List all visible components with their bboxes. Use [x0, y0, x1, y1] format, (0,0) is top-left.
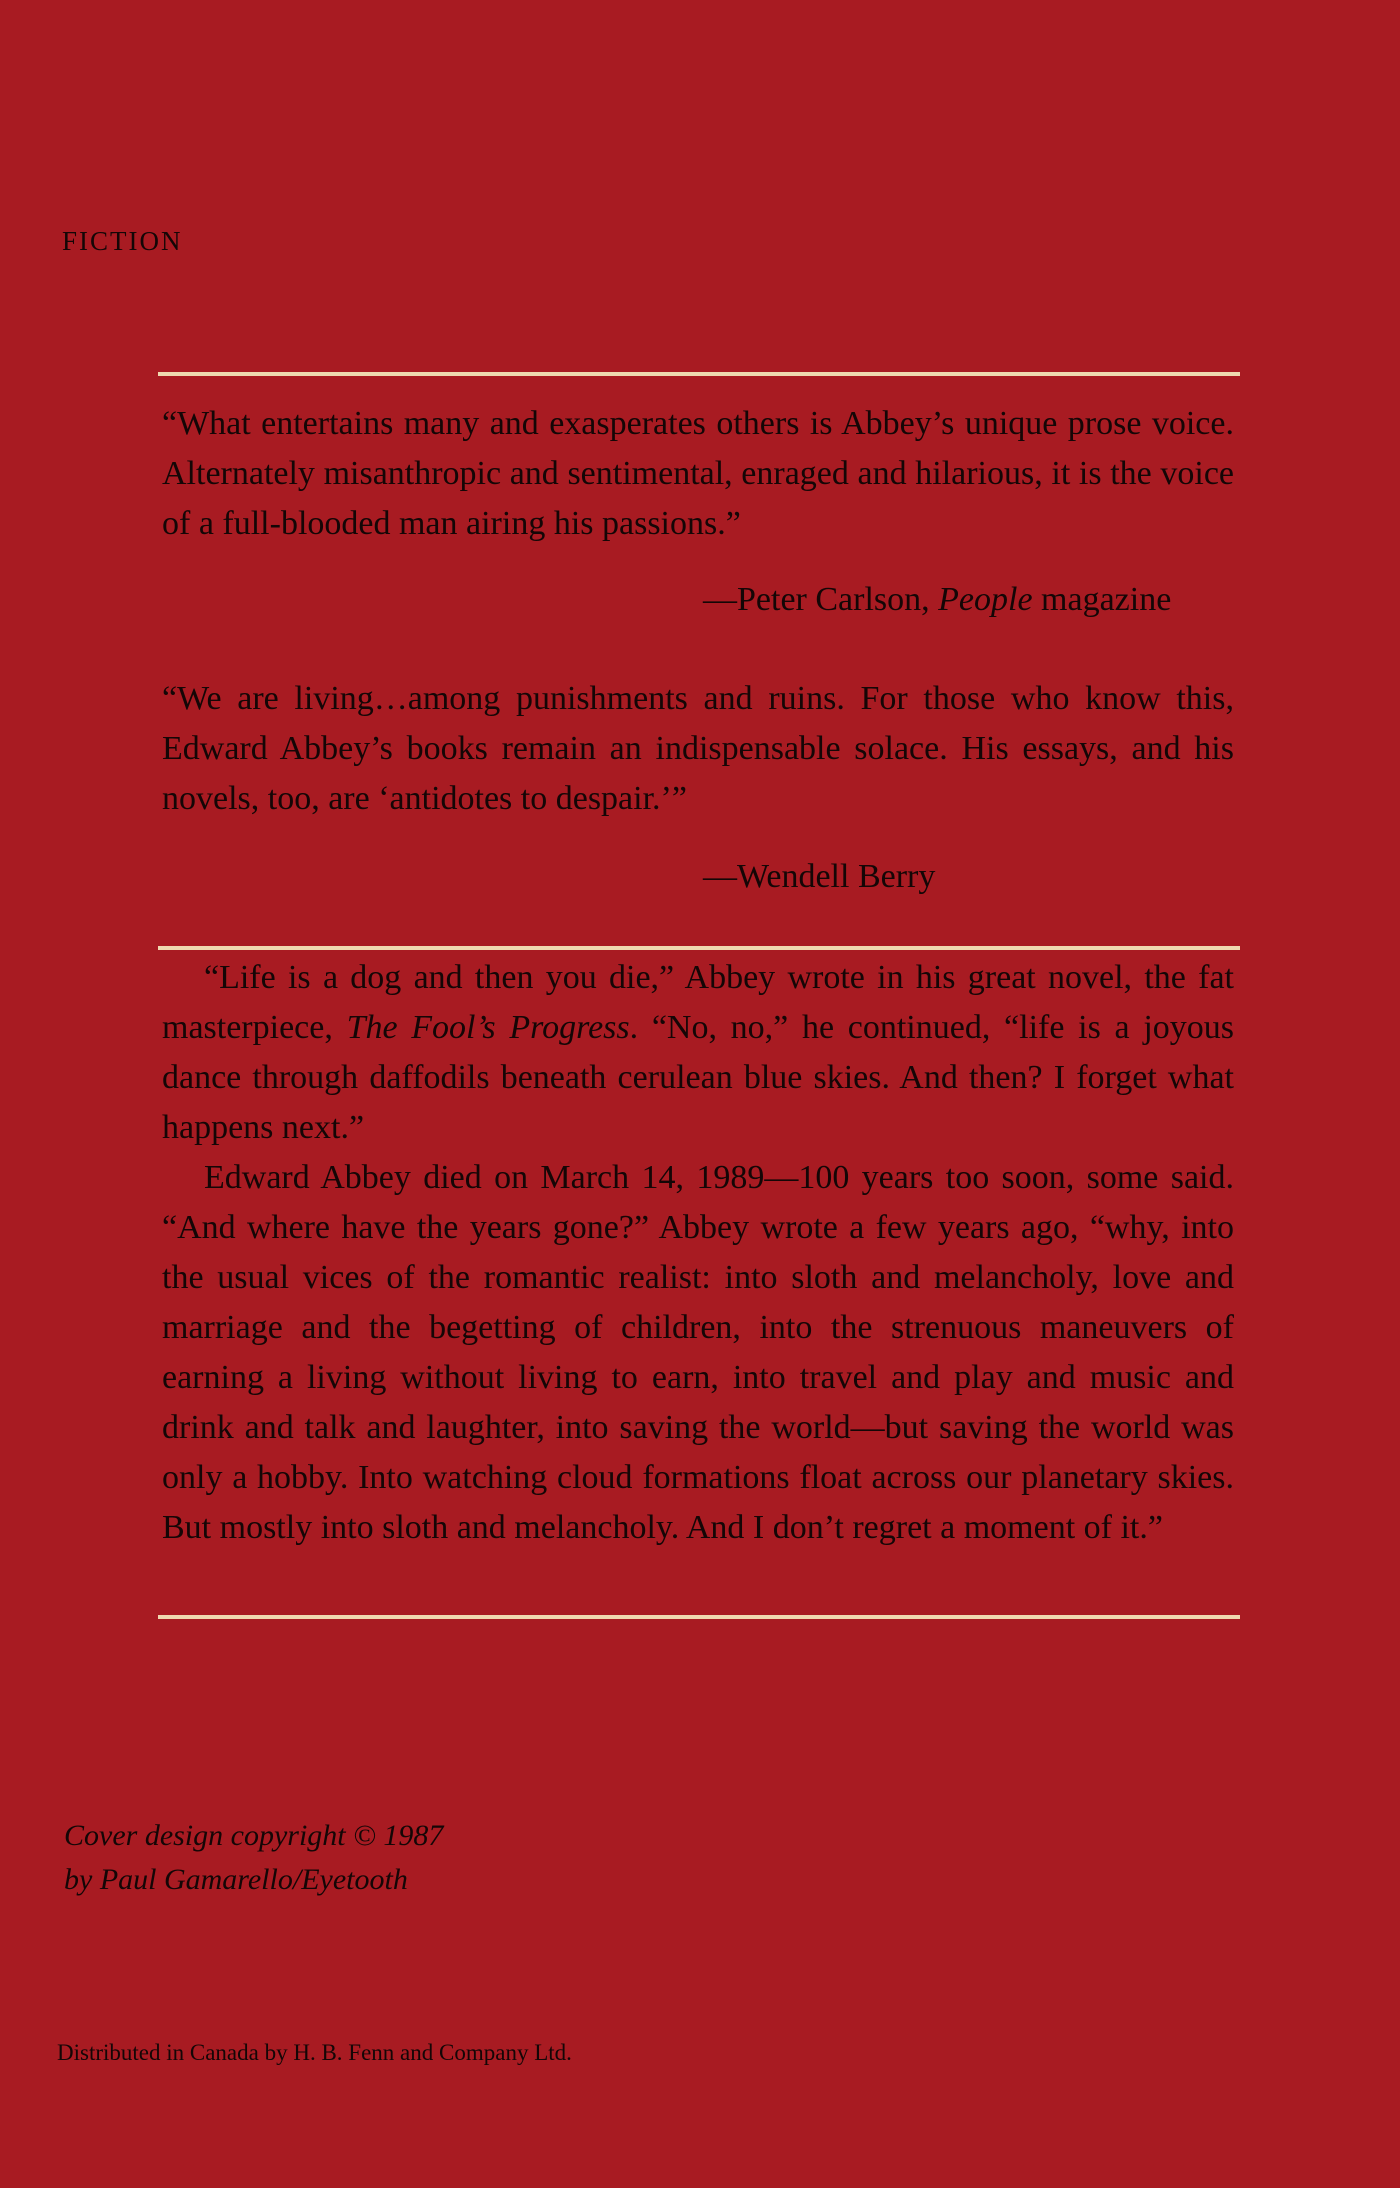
review-attribution-2: —Wendell Berry — [703, 858, 936, 895]
cover-credit-line-2: by Paul Gamarello/Eyetooth — [64, 1863, 408, 1896]
review-attribution-1 — [703, 575, 1171, 625]
middle-divider — [158, 946, 1240, 950]
attribution-1-publication: People — [938, 581, 1033, 618]
description-body — [162, 953, 1234, 1553]
review-quote-1: “What entertains many and exasperates others is Abbey’s unique prose voice. Alternately misanthropic and sentimental, enraged and hilarious, it is the voice of a full-blooded man airing his passions.” — [162, 405, 1234, 542]
paragraph-1-rest: . “No, no,” he continued, “life is a joyous dance through daffodils beneath cerulean blue skies. And then? I forget what happens next.” — [162, 1009, 1234, 1146]
attribution-1-prefix: —Peter Carlson, — [703, 581, 939, 618]
category-label: FICTION — [62, 226, 183, 256]
attribution-1-suffix: magazine — [1032, 581, 1172, 618]
novel-title: The Fool’s Progress — [346, 1009, 630, 1046]
bottom-divider — [158, 1615, 1240, 1619]
cover-credit — [64, 1814, 443, 1902]
distribution-note: Distributed in Canada by H. B. Fenn and Company Ltd. — [57, 2040, 572, 2065]
review-quote-2: “We are living…among punishments and ruins. For those who know this, Edward Abbey’s books remain an indispensable solace. His essays, and his novels, too, are ‘antidotes to despair.’” — [162, 680, 1234, 817]
paragraph-1-lead: “Life is a dog and then you die,” Abbey wrote in his great novel, the fat masterpiece, — [162, 959, 1234, 1046]
cover-credit-line-1: Cover design copyright © 1987 — [64, 1819, 444, 1852]
top-divider — [158, 372, 1240, 376]
description-paragraph-2: Edward Abbey died on March 14, 1989—100 years too soon, some said. “And where have the years gone?” Abbey wrote a few years ago, “why, into the usual vices of the romantic realist: into sloth and melancholy, love and marriage and the begetting of children, into the strenuous maneuvers of earning a living without living to earn, into travel and play and music and drink and talk and laughter, into saving the world—but saving the world was only a hobby. Into watching cloud formations float across our planetary skies. But mostly into sloth and melancholy. And I don’t regret a moment of it.” — [162, 1159, 1234, 1546]
description-paragraph-1 — [162, 953, 1234, 1153]
